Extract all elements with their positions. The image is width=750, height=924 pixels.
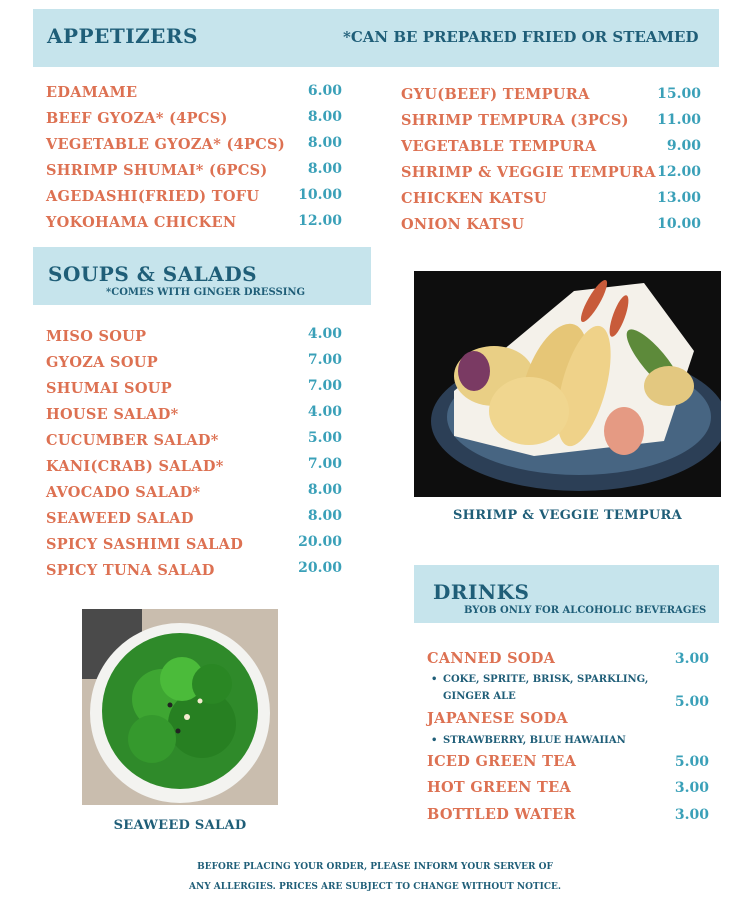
menu-item-price: 11.00 <box>657 112 701 128</box>
menu-item-price: 8.00 <box>307 135 342 151</box>
menu-item-price: 3.00 <box>674 780 709 796</box>
menu-item-name: CHICKEN KATSU <box>401 190 547 207</box>
menu-item-price: 7.00 <box>307 456 342 472</box>
menu-item-name: AGEDASHI(FRIED) TOFU <box>46 188 260 205</box>
tempura-photo <box>414 271 721 497</box>
menu-item-name: SPICY TUNA SALAD <box>46 562 215 579</box>
menu-item-price: 12.00 <box>657 164 701 180</box>
soups-note: *COMES WITH GINGER DRESSING <box>106 287 306 298</box>
menu-item-price: 7.00 <box>307 352 342 368</box>
menu-item-price: 4.00 <box>307 326 342 342</box>
menu-item-price: 3.00 <box>674 651 709 667</box>
allergy-notice-line-1: BEFORE PLACING YOUR ORDER, PLEASE INFORM YOUR SERVER OF <box>197 862 553 872</box>
tempura-illustration <box>414 271 721 497</box>
menu-item-price: 8.00 <box>307 161 342 177</box>
menu-item-price: 5.00 <box>674 694 709 710</box>
menu-item-price: 8.00 <box>307 482 342 498</box>
menu-item-name: HOUSE SALAD* <box>46 406 179 423</box>
appetizers-title: APPETIZERS <box>47 24 198 48</box>
menu-item-name: BEEF GYOZA* (4PCS) <box>46 110 228 127</box>
menu-item-name: CANNED SODA <box>427 650 556 667</box>
drinks-note: BYOB ONLY FOR ALCOHOLIC BEVERAGES <box>464 605 707 616</box>
menu-item-name: SHRIMP TEMPURA (3PCS) <box>401 112 629 129</box>
menu-item-name: CUCUMBER SALAD* <box>46 432 219 449</box>
menu-item-name: YOKOHAMA CHICKEN <box>46 214 237 231</box>
menu-item-price: 20.00 <box>298 560 342 576</box>
menu-item-name: JAPANESE SODA <box>427 710 568 727</box>
menu-item-price: 10.00 <box>657 216 701 232</box>
tempura-caption: SHRIMP & VEGGIE TEMPURA <box>452 508 683 523</box>
menu-item-name: ICED GREEN TEA <box>427 753 577 770</box>
menu-item-price: 3.00 <box>674 807 709 823</box>
menu-item-price: 12.00 <box>298 213 342 229</box>
seaweed-salad-photo <box>82 609 278 805</box>
appetizers-note: *CAN BE PREPARED FRIED OR STEAMED <box>343 28 699 46</box>
menu-item-name: HOT GREEN TEA <box>427 779 572 796</box>
menu-item-price: 8.00 <box>307 109 342 125</box>
seaweed-caption: SEAWEED SALAD <box>113 818 247 833</box>
menu-item-name: AVOCADO SALAD* <box>46 484 201 501</box>
seaweed-illustration <box>82 609 278 805</box>
allergy-notice-line-2: ANY ALLERGIES. PRICES ARE SUBJECT TO CHANGE WITHOUT NOTICE. <box>189 882 561 892</box>
menu-item-name: GYU(BEEF) TEMPURA <box>401 86 590 103</box>
drink-detail: • STRAWBERRY, BLUE HAWAIIAN <box>443 732 678 749</box>
menu-item-price: 6.00 <box>307 83 342 99</box>
menu-item-name: ONION KATSU <box>401 216 525 233</box>
menu-item-price: 20.00 <box>298 534 342 550</box>
menu-item-price: 15.00 <box>657 86 701 102</box>
allergy-notice <box>175 857 575 897</box>
menu-item-name: EDAMAME <box>46 84 138 101</box>
menu-item-price: 10.00 <box>298 187 342 203</box>
menu-item-name: MISO SOUP <box>46 328 147 345</box>
menu-item-price: 9.00 <box>666 138 701 154</box>
menu-item-name: BOTTLED WATER <box>427 806 576 823</box>
menu-item-price: 13.00 <box>657 190 701 206</box>
menu-item-name: SHRIMP SHUMAI* (6PCS) <box>46 162 268 179</box>
menu-item-name: GYOZA SOUP <box>46 354 158 371</box>
menu-item-price: 8.00 <box>307 508 342 524</box>
drinks-title: DRINKS <box>433 580 530 604</box>
menu-item-name: SHRIMP & VEGGIE TEMPURA <box>401 164 656 181</box>
menu-item-price: 5.00 <box>674 754 709 770</box>
menu-item-price: 7.00 <box>307 378 342 394</box>
menu-item-price: 5.00 <box>307 430 342 446</box>
menu-item-price: 4.00 <box>307 404 342 420</box>
menu-item-name: VEGETABLE GYOZA* (4PCS) <box>46 136 285 153</box>
soups-title: SOUPS & SALADS <box>48 262 258 286</box>
menu-item-name: SEAWEED SALAD <box>46 510 194 527</box>
menu-item-name: SPICY SASHIMI SALAD <box>46 536 244 553</box>
drink-detail: • COKE, SPRITE, BRISK, SPARKLING, GINGER ALE <box>443 671 678 705</box>
menu-item-name: SHUMAI SOUP <box>46 380 172 397</box>
menu-item-name: KANI(CRAB) SALAD* <box>46 458 224 475</box>
menu-item-name: VEGETABLE TEMPURA <box>401 138 597 155</box>
